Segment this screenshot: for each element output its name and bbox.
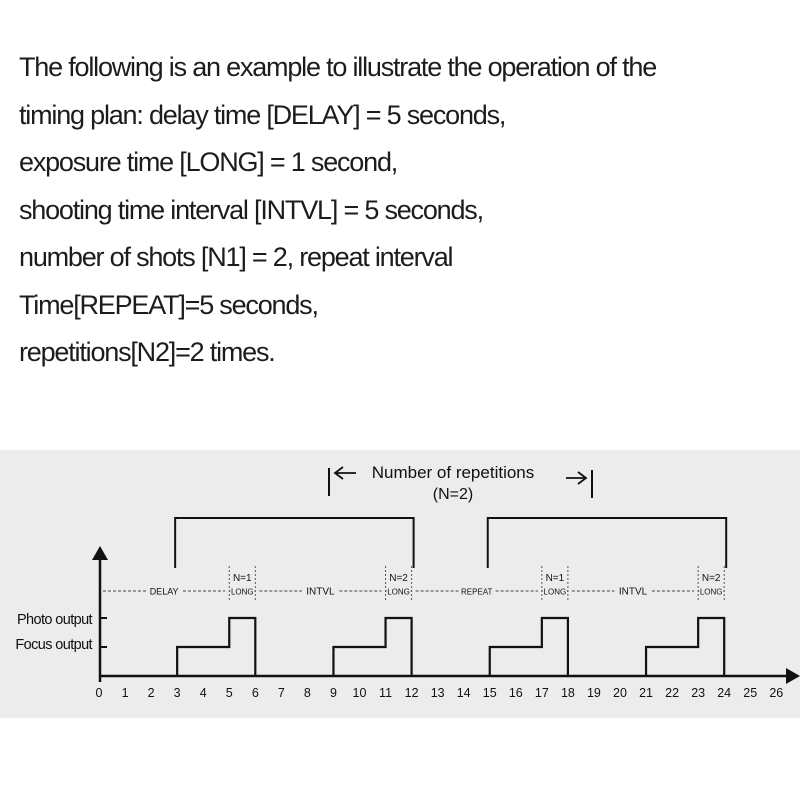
repetitions-value: (N=2) bbox=[432, 486, 474, 503]
x-tick-label: 5 bbox=[225, 686, 233, 700]
x-tick-label: 10 bbox=[352, 686, 367, 700]
repetition-bracket bbox=[175, 518, 413, 568]
shot-long-label: LONG bbox=[543, 587, 567, 597]
x-tick-label: 3 bbox=[173, 686, 181, 700]
repetition-brackets bbox=[175, 518, 726, 568]
x-tick-label: 11 bbox=[379, 686, 393, 700]
axes bbox=[15, 546, 800, 684]
output-pulse bbox=[490, 618, 568, 676]
x-tick-label: 21 bbox=[639, 686, 654, 700]
shot-n-label: N=2 bbox=[701, 573, 721, 584]
x-tick-label: 26 bbox=[769, 686, 784, 700]
timeline-label: INTVL bbox=[306, 586, 335, 598]
shot-long-label: LONG bbox=[699, 587, 723, 597]
description-line: shooting time interval [INTVL] = 5 seconds, bbox=[19, 194, 483, 225]
x-axis-tick-labels bbox=[96, 686, 784, 700]
x-tick-label: 9 bbox=[329, 686, 337, 700]
x-tick-label: 14 bbox=[456, 686, 471, 700]
x-tick-label: 16 bbox=[508, 686, 523, 700]
shot-n-label: N=2 bbox=[389, 573, 408, 584]
timing-diagram-svg bbox=[0, 450, 800, 718]
output-pulses bbox=[177, 618, 724, 676]
x-tick-label: 2 bbox=[147, 686, 155, 700]
x-tick-label: 23 bbox=[691, 686, 706, 700]
focus-output-label: Focus output bbox=[15, 637, 92, 653]
description-line: Time[REPEAT]=5 seconds, bbox=[19, 289, 318, 320]
timing-diagram bbox=[0, 450, 800, 718]
shot-n-label: N=1 bbox=[232, 573, 252, 584]
x-tick-label: 6 bbox=[251, 686, 259, 700]
repetition-bracket bbox=[488, 518, 726, 568]
repetitions-label: Number of repetitions bbox=[371, 463, 535, 482]
shot-long-label: LONG bbox=[387, 587, 410, 597]
x-tick-label: 17 bbox=[534, 686, 549, 700]
x-tick-label: 13 bbox=[430, 686, 445, 700]
x-tick-label: 7 bbox=[277, 686, 285, 700]
x-axis-arrow-icon bbox=[786, 668, 800, 684]
timeline-label: DELAY bbox=[149, 586, 179, 597]
shot-n-label: N=1 bbox=[545, 573, 565, 584]
x-tick-label: 1 bbox=[121, 686, 129, 700]
x-tick-label: 25 bbox=[743, 686, 758, 700]
photo-output-label: Photo output bbox=[16, 612, 92, 628]
description-line: The following is an example to illustrate the operation of the bbox=[19, 52, 657, 82]
repetitions-header bbox=[329, 463, 592, 503]
x-tick-label: 0 bbox=[95, 686, 103, 700]
x-tick-label: 20 bbox=[613, 686, 627, 700]
description-line: repetitions[N2]=2 times. bbox=[19, 337, 275, 367]
description-line: timing plan: delay time [DELAY] = 5 seconds, bbox=[19, 99, 506, 130]
timeline-label: INTVL bbox=[618, 586, 648, 598]
x-tick-label: 19 bbox=[586, 686, 601, 700]
x-tick-label: 8 bbox=[303, 686, 311, 700]
y-axis-arrow-icon bbox=[92, 546, 108, 560]
output-pulse bbox=[333, 618, 411, 676]
output-pulse bbox=[646, 618, 724, 676]
description-line: exposure time [LONG] = 1 second, bbox=[19, 147, 398, 177]
x-tick-label: 24 bbox=[717, 686, 732, 700]
timeline-label: REPEAT bbox=[461, 587, 493, 597]
x-tick-label: 12 bbox=[404, 686, 419, 700]
output-pulse bbox=[177, 618, 255, 676]
shot-long-label: LONG bbox=[230, 587, 254, 597]
x-tick-label: 22 bbox=[665, 686, 680, 700]
x-tick-label: 18 bbox=[560, 686, 575, 700]
x-tick-label: 15 bbox=[482, 686, 497, 700]
x-tick-label: 4 bbox=[199, 686, 207, 700]
description-text bbox=[19, 44, 789, 377]
description-line: number of shots [N1] = 2, repeat interval bbox=[19, 242, 453, 272]
